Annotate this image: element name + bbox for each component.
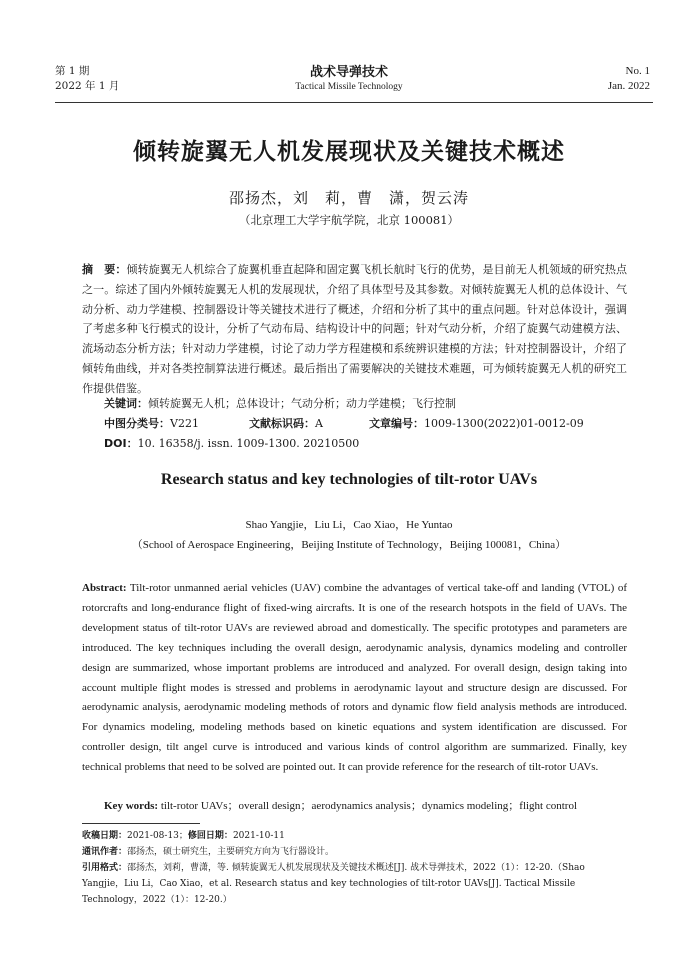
keywords-en-label: Key words: [104,800,159,812]
footnote-rule [82,823,200,824]
date-cn: 2022 年 1 月 [55,80,120,92]
footnote-author [82,844,627,860]
issue-en: No. 1 [625,65,650,77]
doi-line [104,435,359,451]
article-no-label: 文章编号： [369,417,424,430]
citation-text: 邵扬杰，刘莉，曹潇，等. 倾转旋翼无人机发展现状及关键技术概述[J]. 战术导弹技术，2022（1）：12-20.（Shao Yangjie，Liu Li，Cao Xiao，et al. Research status and key technologies of tilt-rotor UAVs[J]. Tactical Missile Technology，2022（1）：12-20.） [82,863,585,905]
classification-line [104,415,644,431]
abstract-en-label: Abstract: [82,582,127,594]
running-header [0,64,698,100]
clc-label: 中图分类号： [104,417,170,430]
abstract-en-text: Tilt-rotor unmanned aerial vehicles (UAV) combine the advantages of vertical take-off and landing (VTOL) of rotorcrafts and long-endurance flight of fixed-wing aircrafts. It is one of the research hotspots in the field of UAVs. The development status of tilt-rotor UAVs are reviewed abroad and domestically. The specific prototypes and parameters are introduced. The key techniques including the overall design, aerodynamic analysis, dynamics modeling and controller design are summarized, whose important problems are introduced and analyzed. For overall design, design taking into account multiple flight modes is stressed and problems in aerodynamic layout and structure design are discussed. For aerodynamic analysis, aerodynamic modeling methods of rotors and dynamic flow field analysis methods are introduced. For dynamics modeling, modeling methods based on kinetic equations and system identification are discussed. For controller design, tilt angel curve is introduced and various kinds of control algorithm are summarized. Finally, key technical problems that need to be solved are pointed out. It can provide reference for the research of tilt-rotor UAVs. [82,582,627,774]
issue-cn: 第 1 期 [55,65,90,77]
header-rule [55,102,653,103]
doi-value: 10. 16358/j. issn. 1009-1300. 20210500 [137,437,360,450]
corresponding-label: 通讯作者： [82,847,128,857]
header-right [608,64,650,94]
citation-label: 引用格式： [82,863,128,873]
abstract-en [82,579,627,778]
abstract-cn [82,260,627,399]
abstract-cn-label: 摘 要： [82,263,127,276]
footnotes [82,828,627,908]
header-center [0,64,698,94]
keywords-en-text: tilt-rotor UAVs；overall design；aerodynamics analysis；dynamics modeling；flight control [160,800,578,812]
journal-name-en: Tactical Missile Technology [295,82,403,92]
keywords-cn [104,395,456,411]
corresponding-text: 邵扬杰，硕士研究生，主要研究方向为飞行器设计。 [127,847,335,857]
keywords-en [104,797,577,813]
title-cn: 倾转旋翼无人机发展现状及关键技术概述 [133,139,565,165]
article-no-value: 1009-1300(2022)01-0012-09 [424,417,584,430]
authors-cn: 邵扬杰，刘 莉，曹 潇，贺云涛 [228,189,469,207]
keywords-cn-label: 关键词： [104,397,148,410]
doc-code-value: A [315,417,323,430]
affiliation-en: （School of Aerospace Engineering，Beijing Institute of Technology，Beijing 100081，China） [131,539,567,551]
revised-date: 2021-10-11 [232,831,285,841]
affiliation-cn: （北京理工大学宇航学院，北京 100081） [238,213,460,227]
received-date: 2021-08-13； [127,831,188,841]
doc-code-label: 文献标识码： [249,417,315,430]
received-label: 收稿日期： [82,831,128,841]
journal-name-cn: 战术导弹技术 [309,65,388,80]
keywords-cn-text: 倾转旋翼无人机；总体设计；气动分析；动力学建模；飞行控制 [148,397,456,410]
date-en: Jan. 2022 [607,80,650,92]
footnote-dates [82,828,627,844]
clc-value: V221 [170,417,199,430]
footnote-citation [82,860,627,908]
authors-en: Shao Yangjie，Liu Li，Cao Xiao，He Yuntao [245,519,453,531]
doi-label: DOI： [104,437,138,450]
title-en: Research status and key technologies of tilt-rotor UAVs [160,471,538,488]
revised-label: 修回日期： [187,831,233,841]
abstract-cn-text: 倾转旋翼无人机综合了旋翼机垂直起降和固定翼飞机长航时飞行的优势，是目前无人机领域的研究热点之一。综述了国内外倾转旋翼无人机的发展现状，介绍了具体型号及其参数。对倾转旋翼无人机的总体设计、气动分析、动力学建模、控制器设计等关键技术进行了概述，介绍和分析了其中的重点问题。针对总体设计，强调了考虑多种飞行模式的设计，分析了气动布局、结构设计中的问题；针对气动分析，介绍了旋翼气动建模方法、流场动态分析方法；针对动力学建模，讨论了动力学方程建模和系统辨识建模的方法；针对控制器设计，介绍了倾转角曲线，并对各类控制算法进行概述。最后指出了需要解决的关键技术难题，可为倾转旋翼无人机的研究工作提供借鉴。 [82,263,627,395]
